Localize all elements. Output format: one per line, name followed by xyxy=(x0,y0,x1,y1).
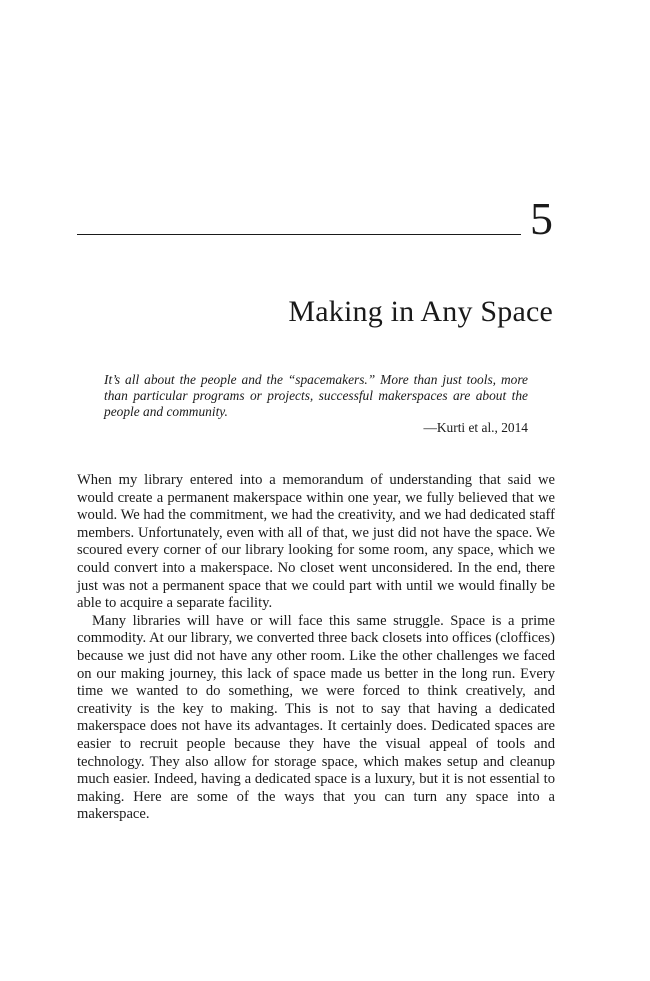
body-paragraph-2: Many libraries will have or will face this same struggle. Space is a prime commodity. At our library, we converted three back closets into offices (cloffices) because we just did not have any other room. Like the other challenges we faced on our making journey, this lack of space made us better in the long run. Every time we wanted to do something, we were forced to think creatively, and creativity is the key to making. This is not to say that having a dedicated makerspace does not have its advantages. It certainly does. Dedicated spaces are easier to recruit people because they have the visual appeal of tools and technology. They also allow for storage space, which makes setup and cleanup much easier. Indeed, having a dedicated space is a luxury, but it is not essential to making. Here are some of the ways that you can turn any space into a makerspace. xyxy=(77,612,555,823)
chapter-number: 5 xyxy=(530,193,553,244)
body-text xyxy=(77,472,555,824)
body-paragraph-1: When my library entered into a memorandum of understanding that said we would create a permanent makerspace within one year, we fully believed that we would. We had the commitment, we had the creativity, and we had dedicated staff members. Unfortunately, even with all of that, we just did not have the space. We scoured every corner of our library looking for some room, any space, which we could convert into a makerspace. No closet went unconsidered. In the end, there just was not a permanent space that we could part with until we would finally be able to acquire a separate facility. xyxy=(77,472,555,612)
epigraph-attribution: —Kurti et al., 2014 xyxy=(423,420,528,435)
epigraph-quote: It’s all about the people and the “spacemakers.” More than just tools, more than particular programs or projects, successful makerspaces are about the people and community. xyxy=(104,372,528,419)
chapter-title: Making in Any Space xyxy=(288,295,553,328)
chapter-rule xyxy=(77,234,521,235)
